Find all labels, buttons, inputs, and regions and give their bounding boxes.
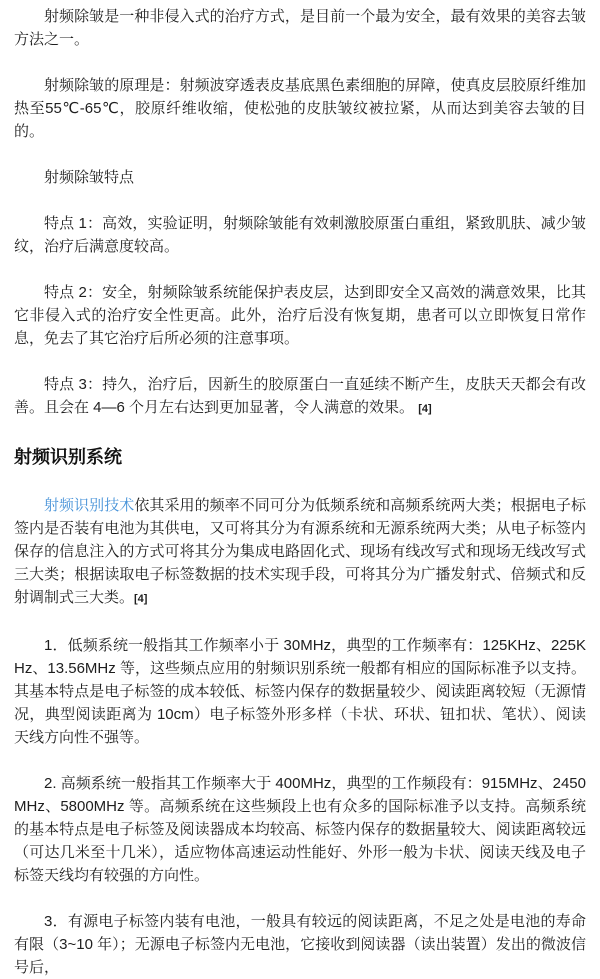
paragraph-text: 依其采用的频率不同可分为低频系统和高频系统两大类；根据电子标签内是否装有电池为其供电，又可将其分为有源系统和无源系统两大类；从电子标签内保存的信息注入的方式可将其分为集成电路固化式、现场有线改写式和现场无线改写式三大类；根据读取电子标签数据的技术实现手段，可将其分为广播发射式、倍频式和反射调制式三大类。	[14, 497, 586, 606]
citation-ref-4[interactable]: [4]	[418, 403, 432, 415]
paragraph-feature-3	[14, 373, 586, 421]
rfid-technology-link[interactable]: 射频识别技术	[44, 497, 135, 514]
paragraph-low-frequency-systems: 1．低频系统一般指其工作频率小于 30MHz，典型的工作频率有：125KHz、225KHz、13.56MHz 等，这些频点应用的射频识别系统一般都有相应的国际标准予以支持。其基本特点是电子标签的成本较低、标签内保存的数据量较少、阅读距离较短（无源情况，典型阅读距离为 10cm）电子标签外形多样（卡状、环状、钮扣状、笔状）、阅读天线方向性不强等。	[14, 637, 586, 746]
paragraph-rf-wrinkle-intro: 射频除皱是一种非侵入式的治疗方式，是目前一个最为安全，最有效果的美容去皱方法之一。	[14, 8, 586, 48]
paragraph-feature-2: 特点 2：安全，射频除皱系统能保护表皮层，达到即安全又高效的满意效果，比其它非侵入式的治疗安全性更高。此外，治疗后没有恢复期，患者可以立即恢复日常作息，免去了其它治疗后所必须的注意事项。	[14, 284, 586, 347]
paragraph-active-passive-tags: 3．有源电子标签内装有电池，一般具有较远的阅读距离，不足之处是电池的寿命有限（3~10 年）；无源电子标签内无电池，它接收到阅读器（读出装置）发出的微波信号后，	[14, 913, 586, 976]
paragraph-rf-wrinkle-features-title: 射频除皱特点	[44, 169, 135, 186]
paragraph-feature-1: 特点 1：高效，实验证明，射频除皱能有效刺激胶原蛋白重组，紧致肌肤、减少皱纹，治疗后满意度较高。	[14, 215, 586, 255]
paragraph-text: 特点 3：持久，治疗后，因新生的胶原蛋白一直延续不断产生，皮肤天天都会有改善。且会在 4—6 个月左右达到更加显著，令人满意的效果。	[14, 376, 586, 416]
paragraph-rf-wrinkle-principle: 射频除皱的原理是：射频波穿透表皮基底黑色素细胞的屏障，使真皮层胶原纤维加热至55℃-65℃，胶原纤维收缩，使松弛的皮肤皱纹被拉紧，从而达到美容去皱的目的。	[14, 77, 586, 140]
paragraph-rfid-classification	[14, 494, 586, 611]
section-heading-rfid-system: 射频识别系统	[14, 447, 122, 467]
citation-ref-4[interactable]: [4]	[134, 593, 148, 605]
paragraph-high-frequency-systems: 2. 高频系统一般指其工作频率大于 400MHz，典型的工作频段有：915MHz、2450MHz、5800MHz 等。高频系统在这些频段上也有众多的国际标准予以支持。高频系统的基本特点是电子标签及阅读器成本均较高、标签内保存的数据量较大、阅读距离较远（可达几米至十几米），适应物体高速运动性能好、外形一般为卡状、阅读天线及电子标签天线均有较强的方向性。	[14, 775, 586, 884]
